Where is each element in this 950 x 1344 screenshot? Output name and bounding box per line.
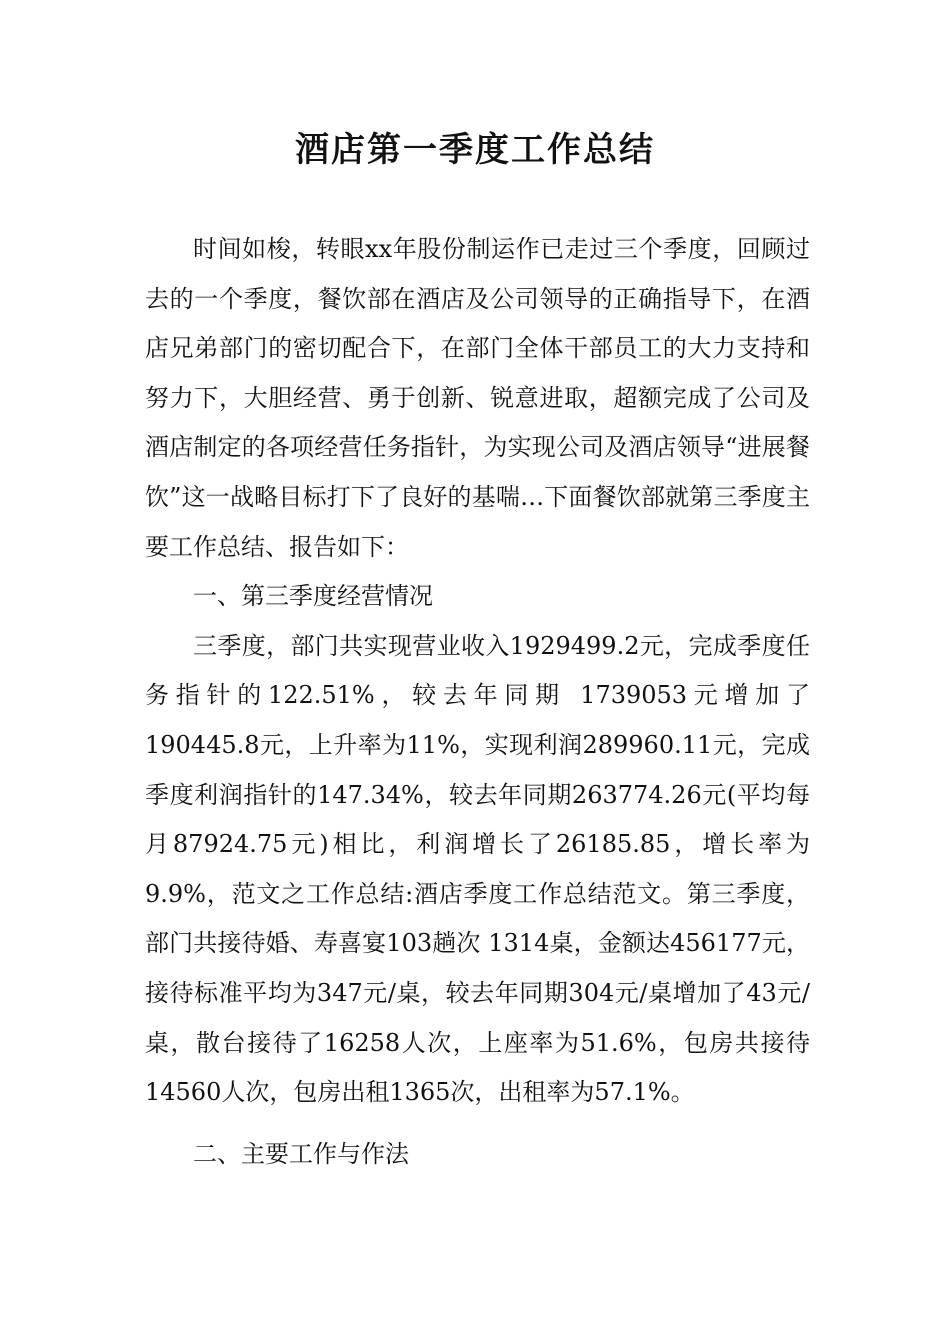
section-heading-operations: 一、第三季度经营情况 [193, 582, 433, 611]
operations-paragraph: 三季度，部门共实现营业收入1929499.2元，完成季度任务指针的122.51%，较去年同期 1739053元增加了190445.8元，上升率为11%，实现利润289960.11元，完成季度利润指针的147.34%，较去年同期263774.26元(平均每月87924.75元)相比，利润增长了26185.85，增长率为9.9%，范文之工作总结:酒店季度工作总结范文。第三季度，部门共接待婚、寿喜宴103趟次 1314桌，金额达456177元，接待标准平均为347元/桌，较去年同期304元/桌增加了43元/桌，散台接待了16258人次，上座率为51.6%，包房共接待14560人次，包房出租1365次，出租率为57.1%。 [145, 631, 810, 1107]
document-title: 酒店第一季度工作总结 [295, 130, 655, 170]
intro-paragraph: 时间如梭，转眼xx年股份制运作已走过三个季度，回顾过去的一个季度，餐饮部在酒店及公司领导的正确指导下，在酒店兄弟部门的密切配合下，在部门全体干部员工的大力支持和努力下，大胆经营、勇于创新、锐意进取，超额完成了公司及酒店制定的各项经营任务指针，为实现公司及酒店领导“进展餐饮”这一战略目标打下了良好的基喘…下面餐饮部就第三季度主要工作总结、报告如下： [145, 235, 810, 561]
document-body [145, 225, 810, 1179]
section-heading-main-work: 二、主要工作与作法 [193, 1139, 409, 1168]
